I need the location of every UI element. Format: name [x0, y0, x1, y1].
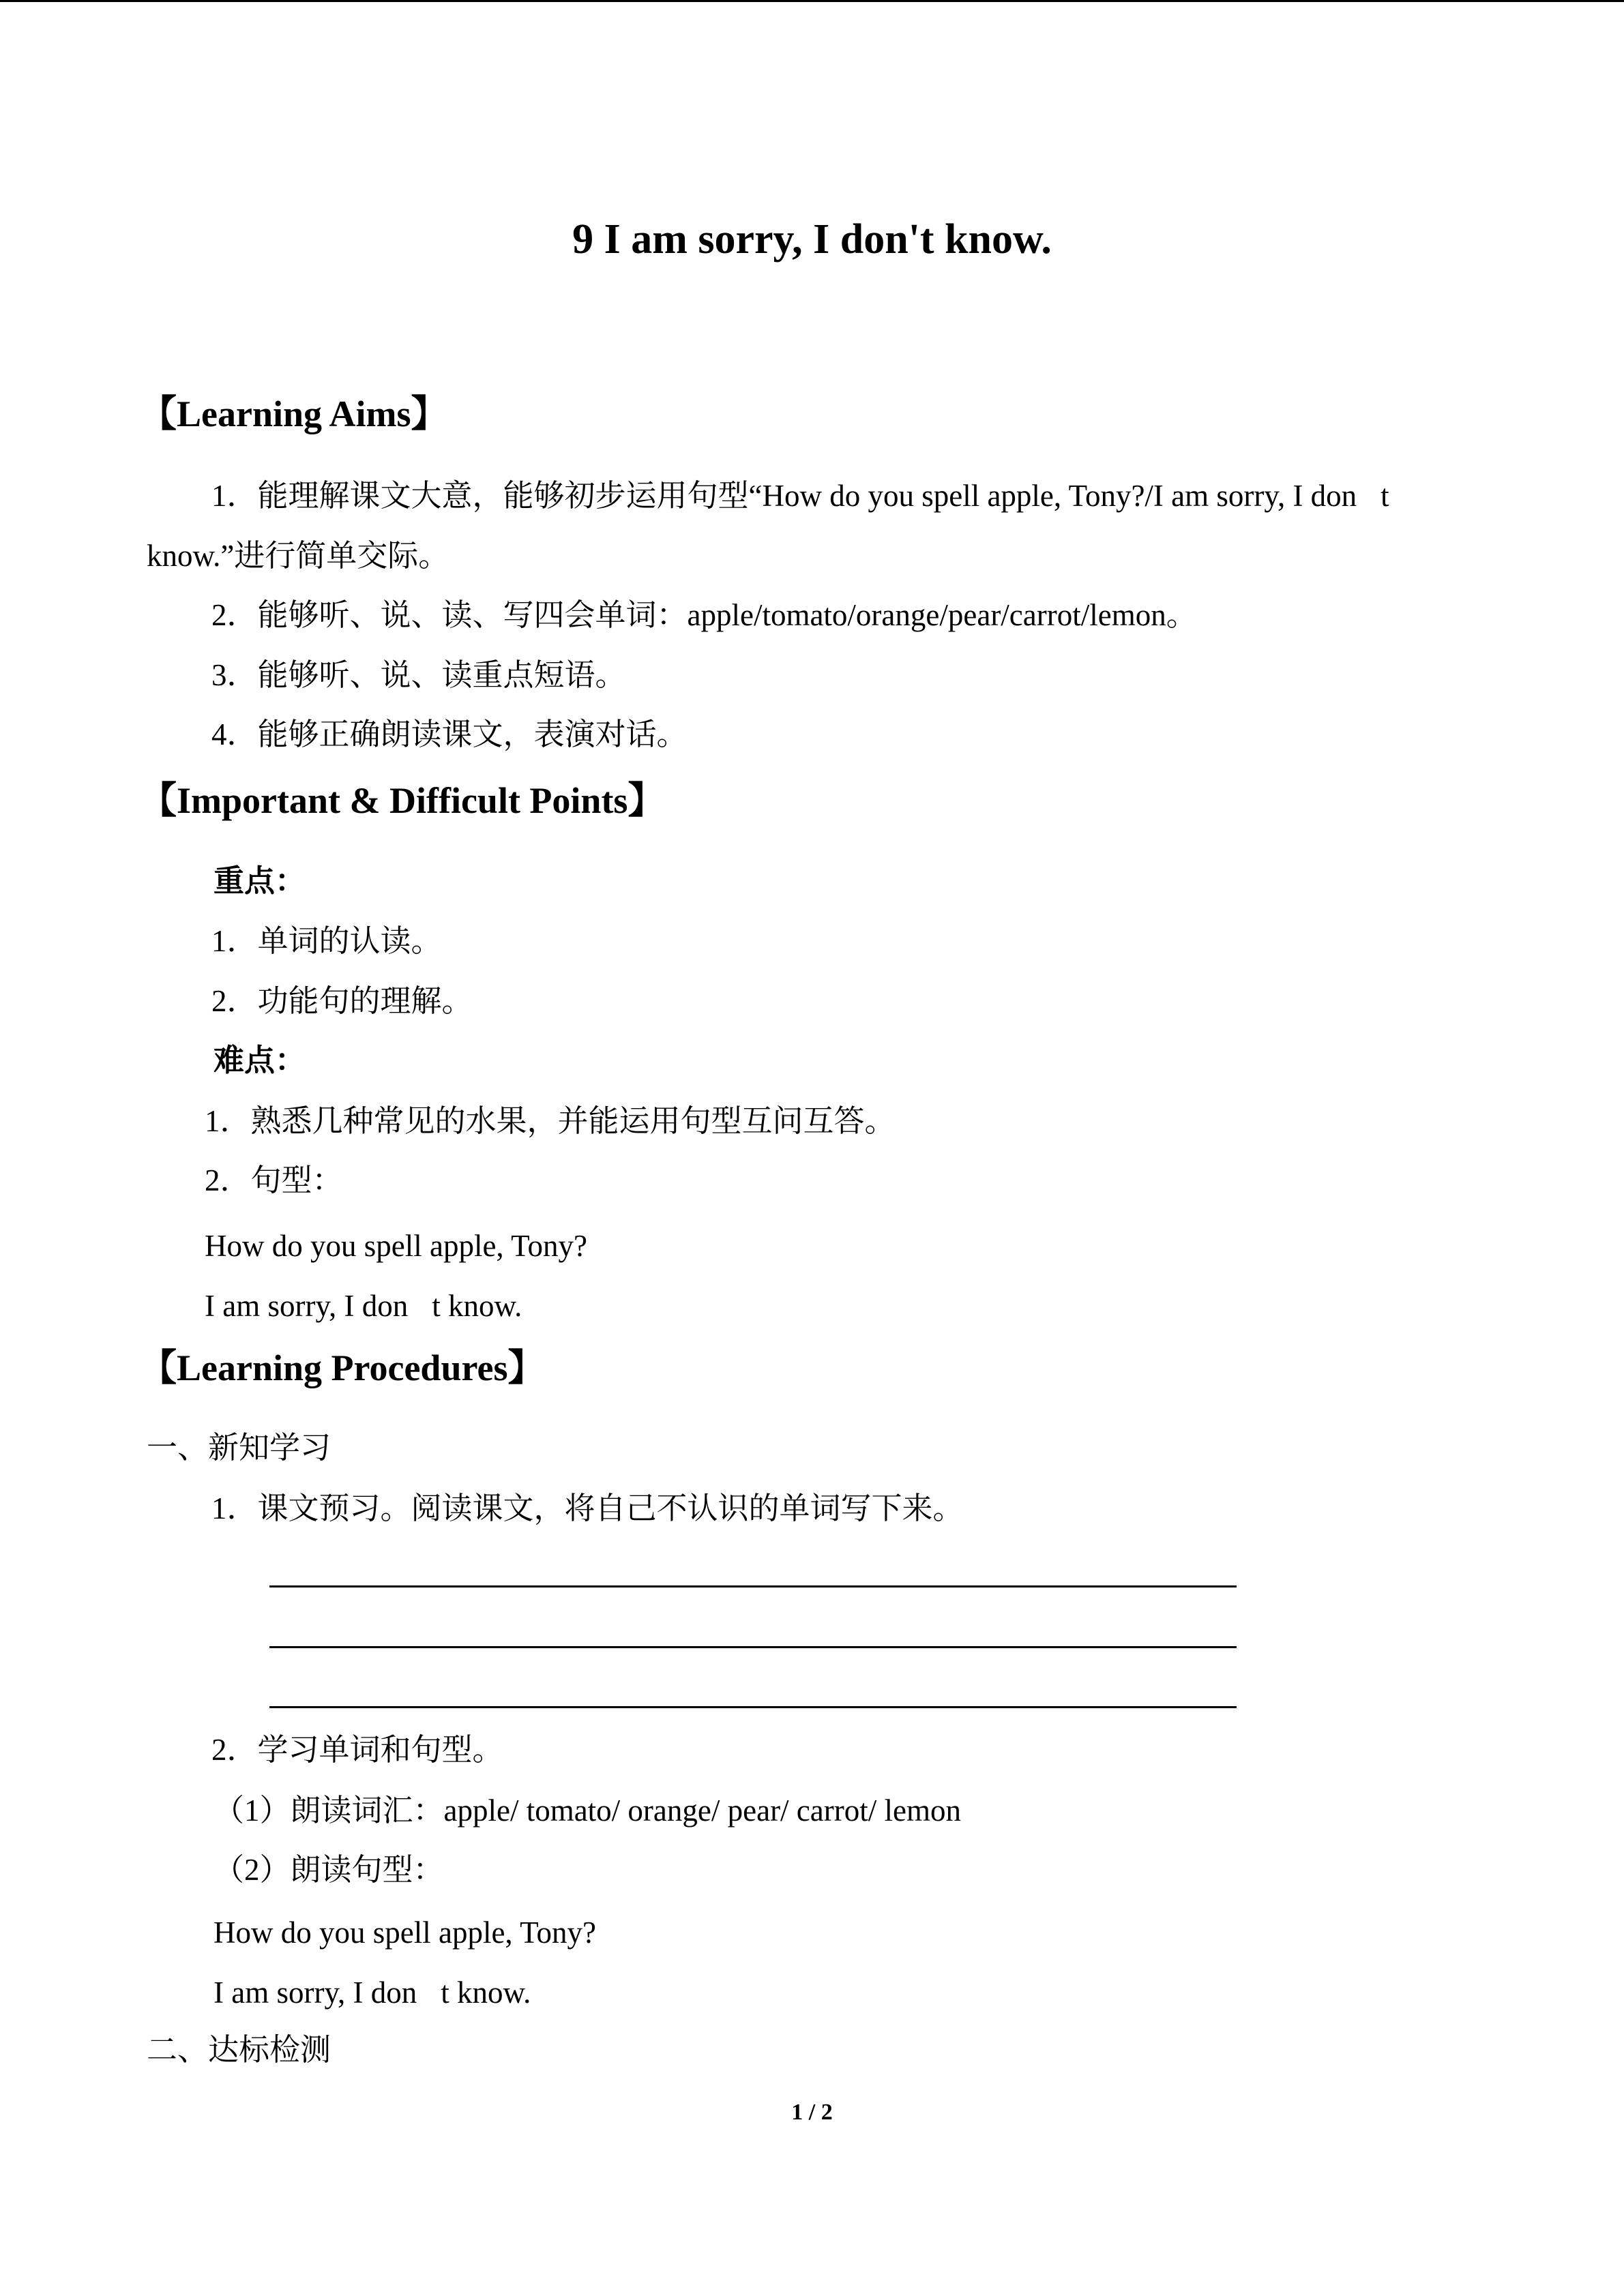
aim-item-1-line-1: 1．能理解课文大意，能够初步运用句型“How do you spell apple, Tony?/I am sorry, I don t [211, 479, 1389, 513]
difficult-point-1: 1．熟悉几种常见的水果，并能运用句型互问互答。 [205, 1104, 896, 1138]
answer-blank-line-1[interactable] [269, 1585, 1237, 1587]
learning-aims-heading: 【Learning Aims】 [140, 393, 448, 434]
page-title: 9 I am sorry, I don't know. [572, 216, 1052, 263]
page-top-border [0, 0, 1624, 2]
key-points-label: 重点： [213, 864, 306, 898]
practice-sentence-1: How do you spell apple, Tony? [213, 1915, 596, 1950]
aim-item-1-line-2: know.”进行简单交际。 [147, 539, 449, 573]
aim-item-2: 2．能够听、说、读、写四会单词：apple/tomato/orange/pear/carrot/lemon。 [211, 598, 1197, 632]
page-number: 1 / 2 [791, 2100, 833, 2125]
difficult-point-2: 2．句型： [205, 1163, 343, 1197]
aim-item-3: 3．能够听、说、读重点短语。 [211, 658, 626, 692]
procedure-step-2: 2．学习单词和句型。 [211, 1733, 503, 1767]
pattern-sentence-2: I am sorry, I don t know. [205, 1289, 522, 1323]
section-new-knowledge: 一、新知学习 [147, 1431, 331, 1465]
key-point-2: 2．功能句的理解。 [211, 984, 473, 1018]
answer-blank-line-3[interactable] [269, 1706, 1237, 1708]
procedures-heading: 【Learning Procedures】 [140, 1347, 545, 1388]
points-heading: 【Important & Difficult Points】 [140, 780, 665, 821]
difficult-points-label: 难点： [213, 1043, 306, 1077]
pattern-sentence-1: How do you spell apple, Tony? [205, 1229, 587, 1263]
aim-item-4: 4．能够正确朗读课文，表演对话。 [211, 717, 688, 751]
practice-sentence-2: I am sorry, I don t know. [213, 1976, 531, 2010]
key-point-1: 1．单词的认读。 [211, 924, 442, 958]
procedure-step-2-2: （2）朗读句型： [213, 1853, 444, 1887]
procedure-step-1: 1．课文预习。阅读课文，将自己不认识的单词写下来。 [211, 1491, 964, 1525]
procedure-step-2-1: （1）朗读词汇：apple/ tomato/ orange/ pear/ carrot/ lemon [213, 1793, 961, 1828]
section-assessment: 二、达标检测 [147, 2033, 331, 2067]
answer-blank-line-2[interactable] [269, 1646, 1237, 1648]
